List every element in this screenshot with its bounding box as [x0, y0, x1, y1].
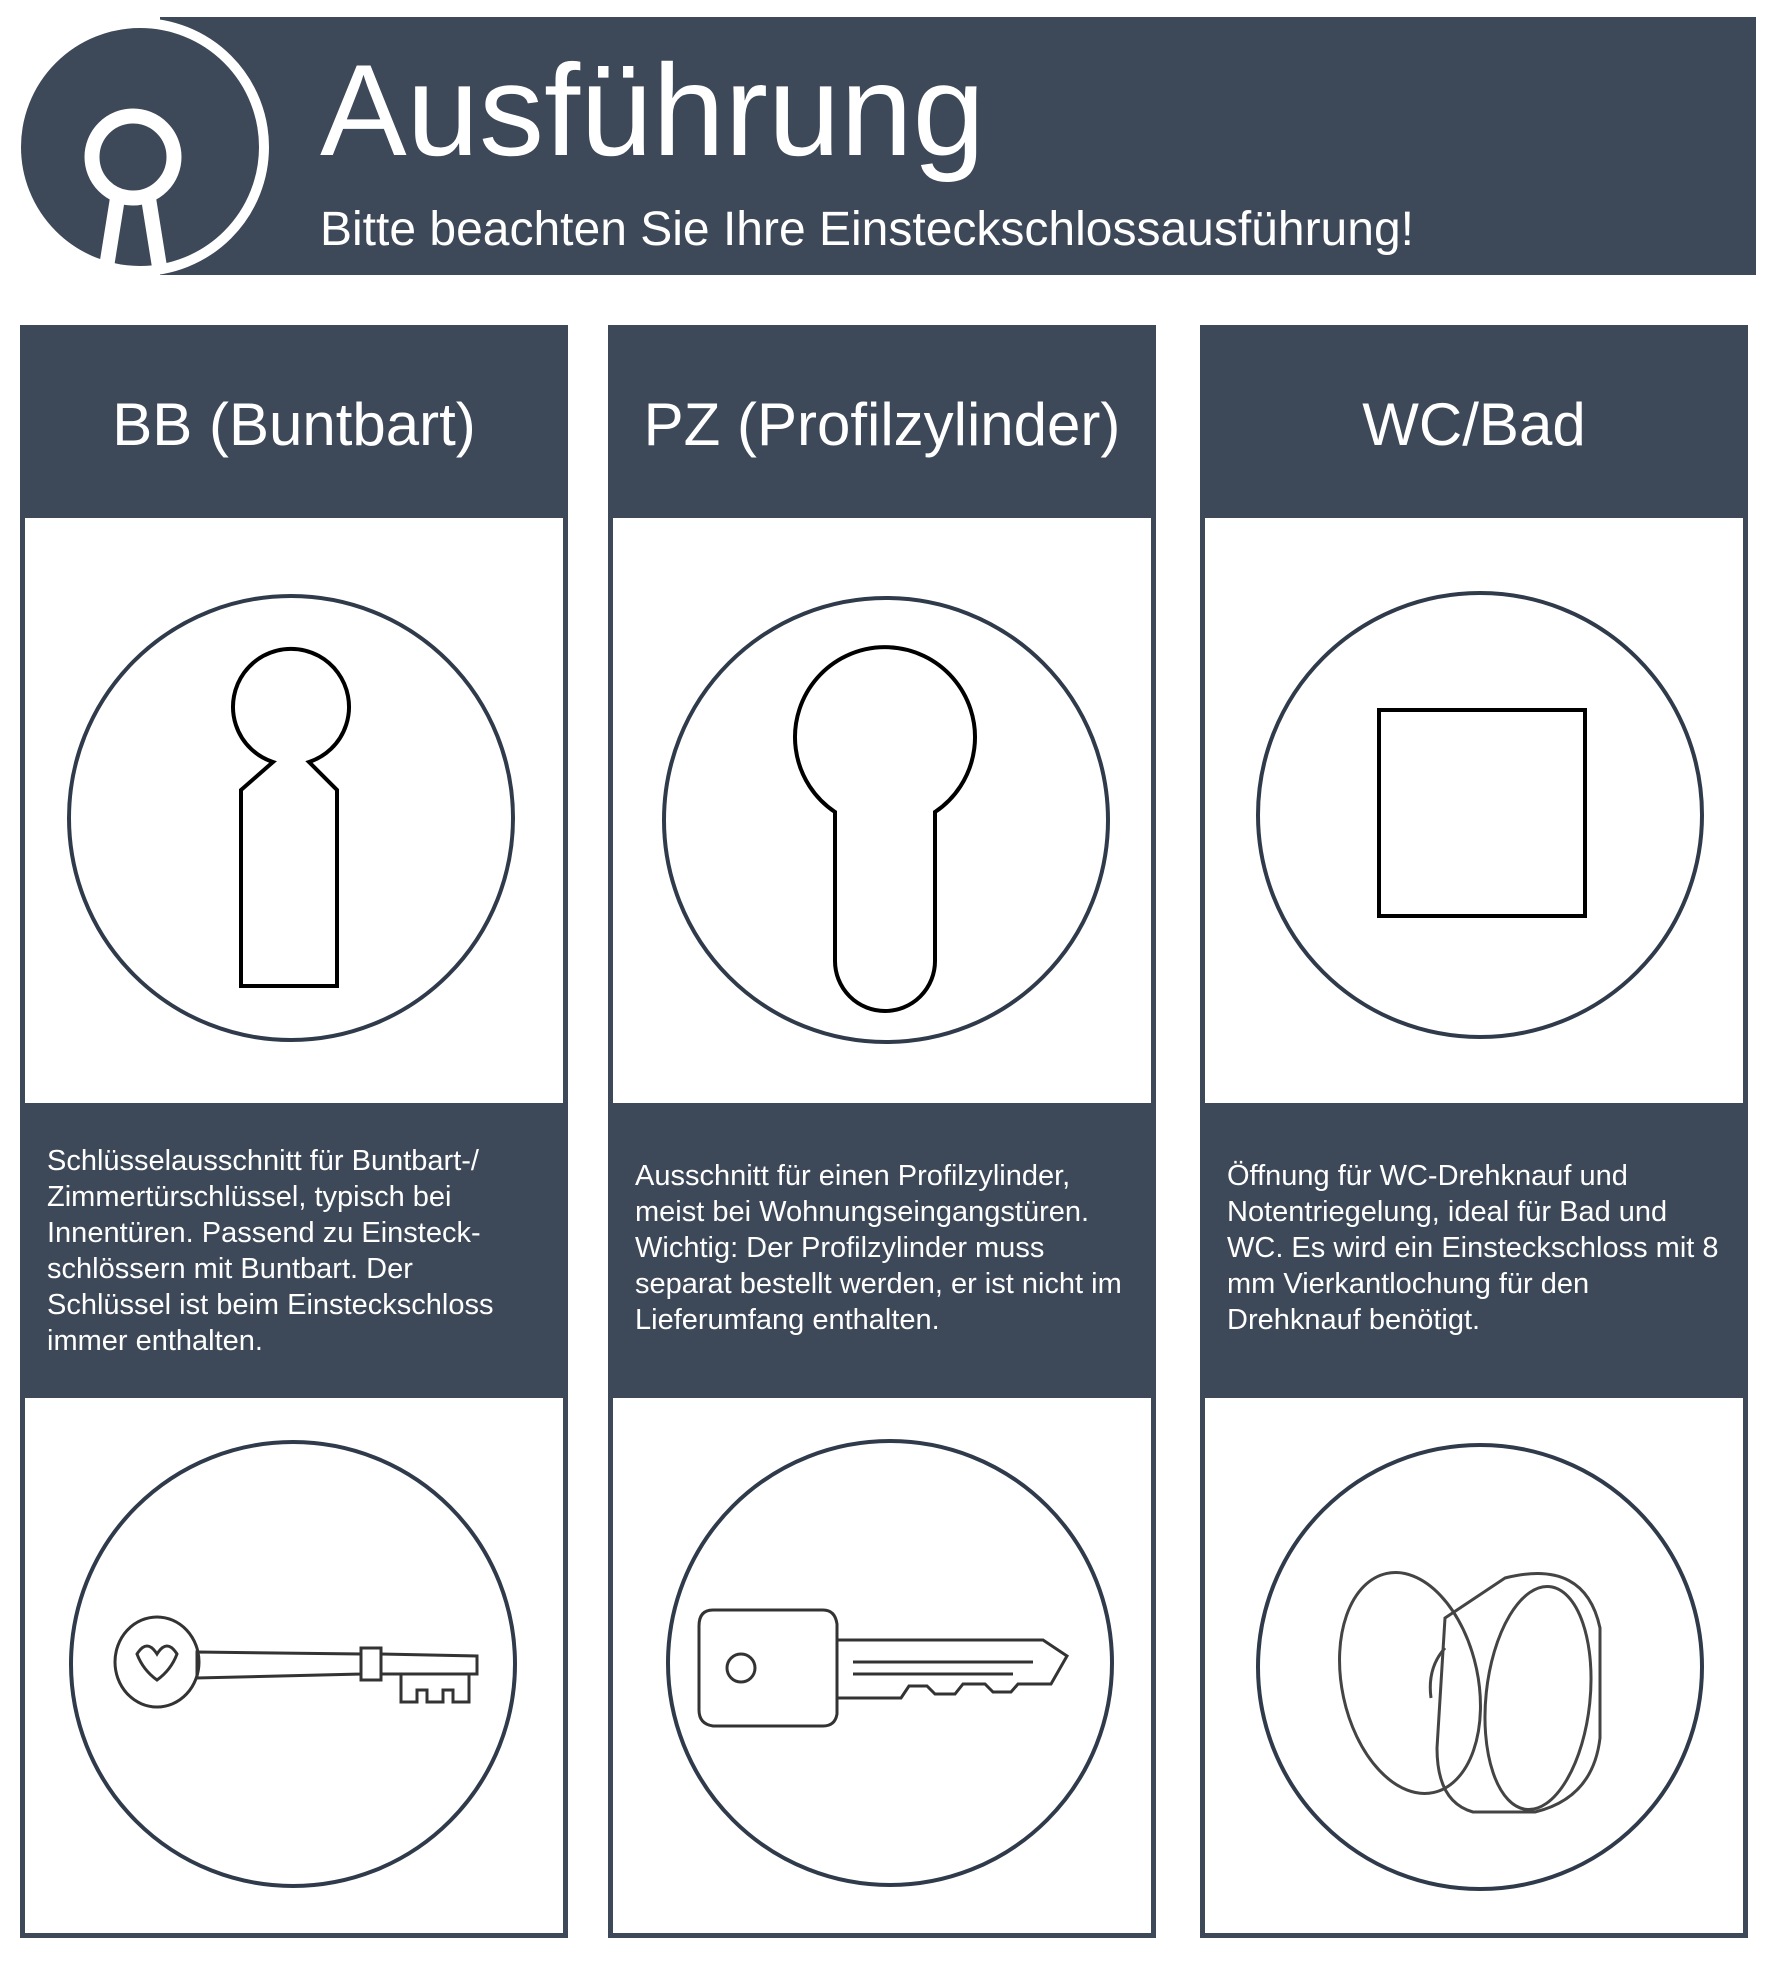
keyhole-icon	[8, 15, 272, 279]
description-text: Ausschnitt für einen Profilzylinder, meist bei Wohnungseingangstüren. Wichtig: Der Profilzylinder muss separat bestellt werden, er ist nicht im Lieferumfang enthalten.	[635, 1160, 1122, 1336]
panel-title: BB (Buntbart)	[112, 390, 476, 458]
panel-header	[1205, 330, 1743, 518]
panel-pz	[608, 325, 1156, 1938]
profile-cylinder-keyhole-icon	[613, 518, 1151, 1103]
buntbart-keyhole-icon	[25, 518, 563, 1103]
cylinder-key-icon	[613, 1398, 1151, 1933]
wc-turn-knob-icon	[1205, 1398, 1743, 1933]
panel-description	[25, 1103, 563, 1398]
panel-wc	[1200, 325, 1748, 1938]
panel-top-illustration	[1205, 518, 1743, 1103]
panel-title: WC/Bad	[1362, 390, 1586, 458]
page-title: Ausführung	[320, 37, 985, 183]
panel-top-illustration	[25, 518, 563, 1103]
bit-key-icon	[25, 1398, 563, 1933]
panel-bb	[20, 325, 568, 1938]
panel-header	[613, 330, 1151, 518]
description-text: Öffnung für WC-Drehknauf und Notentriegelung, ideal für Bad und WC. Es wird ein Einsteckschloss mit 8 mm Vierkantlochung für den Drehknauf benötigt.	[1227, 1160, 1719, 1336]
page-subtitle: Bitte beachten Sie Ihre Einsteckschlossausführung!	[320, 203, 1414, 256]
panel-bottom-illustration	[1205, 1398, 1743, 1933]
panel-bottom-illustration	[25, 1398, 563, 1933]
header	[0, 0, 1768, 290]
panel-description	[1205, 1103, 1743, 1398]
panel-bottom-illustration	[613, 1398, 1151, 1933]
description-text: Schlüsselausschnitt für Buntbart-/ Zimmertürschlüssel, typisch bei Innentüren. Passend zu Einsteck-schlössern mit Buntbart. Der Schlüssel ist beim Einsteckschloss immer enthalten.	[47, 1145, 494, 1357]
panel-header	[25, 330, 563, 518]
panel-top-illustration	[613, 518, 1151, 1103]
panel-title: PZ (Profilzylinder)	[643, 390, 1121, 458]
square-hole-icon	[1205, 518, 1743, 1103]
panel-description	[613, 1103, 1151, 1398]
